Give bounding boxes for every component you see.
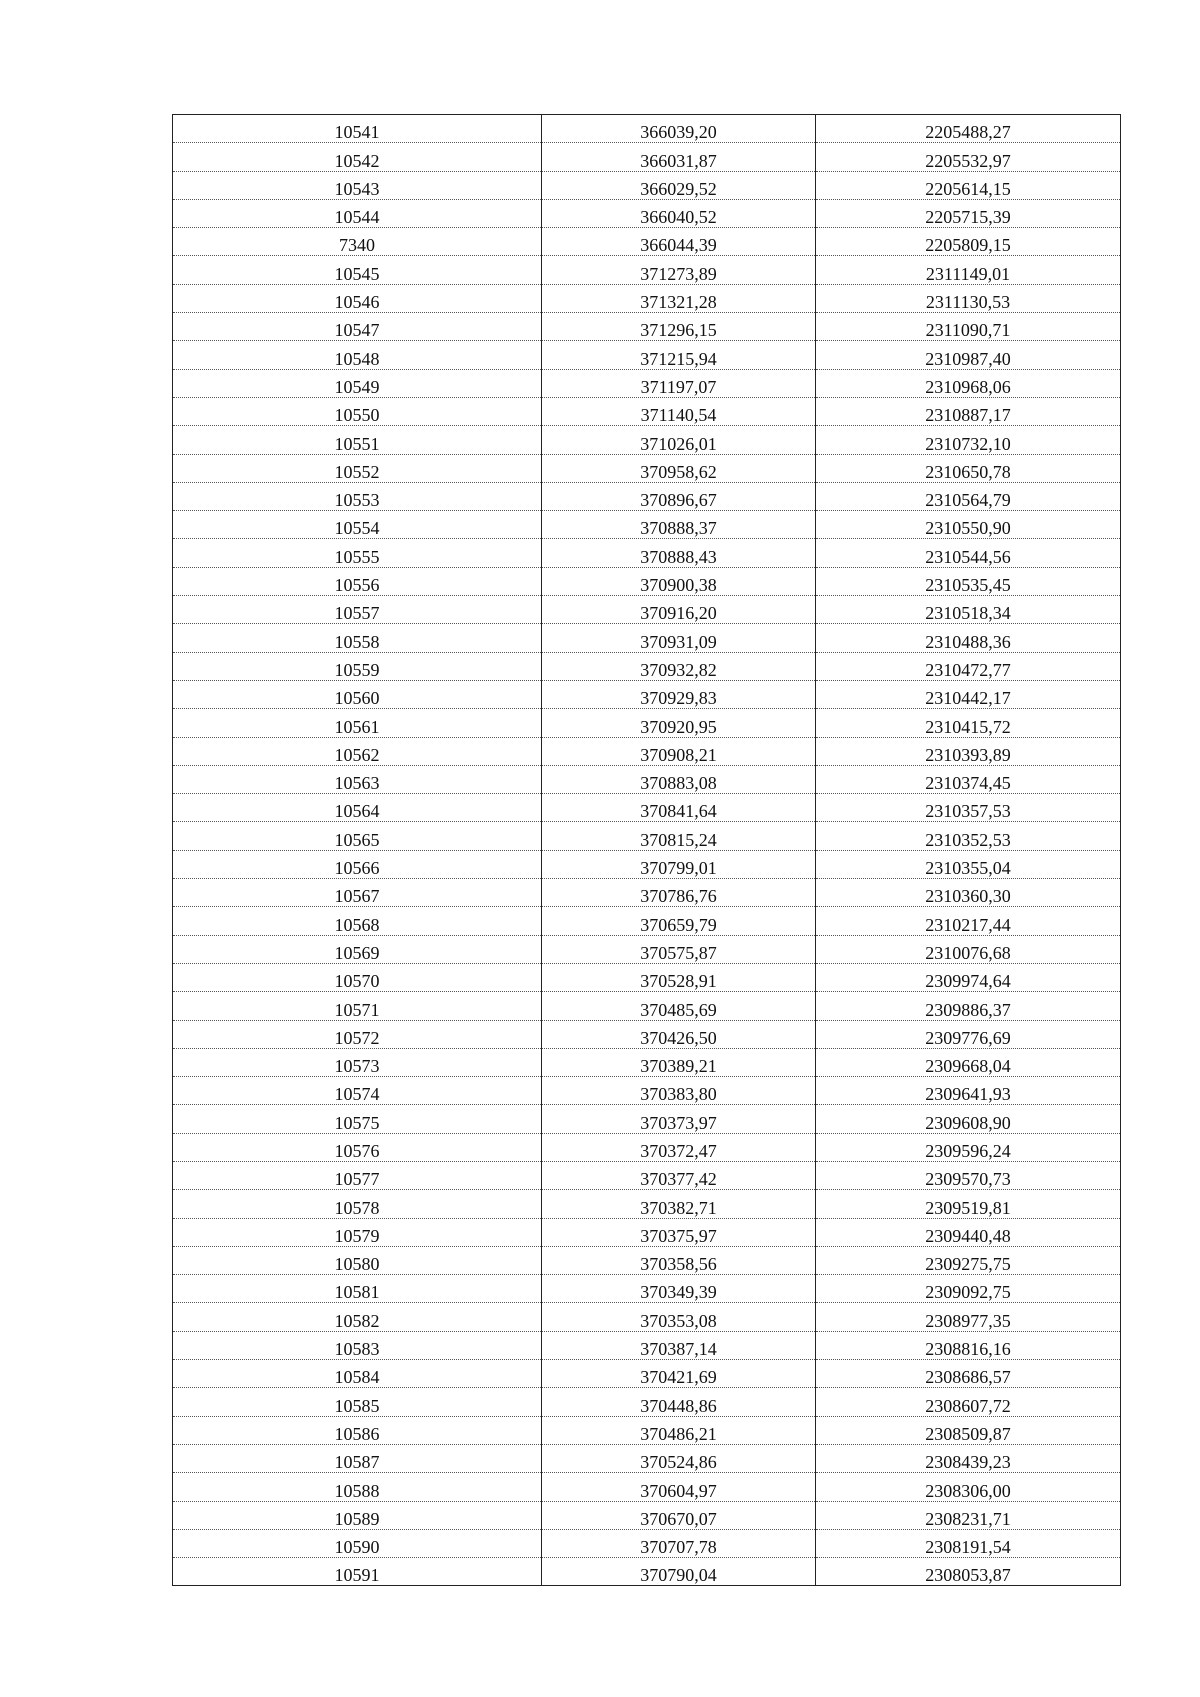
x-coordinate-cell: 370372,47	[542, 1133, 816, 1161]
y-coordinate-cell: 2308439,23	[816, 1444, 1121, 1472]
y-coordinate-cell: 2309608,90	[816, 1105, 1121, 1133]
y-coordinate-cell: 2309440,48	[816, 1218, 1121, 1246]
x-coordinate-cell: 371321,28	[542, 284, 816, 312]
x-coordinate-cell: 370659,79	[542, 907, 816, 935]
x-coordinate-cell: 370916,20	[542, 596, 816, 624]
point-number-cell: 10545	[173, 256, 542, 284]
table-row	[173, 143, 1121, 171]
point-number-cell: 7340	[173, 228, 542, 256]
point-number-cell: 10570	[173, 963, 542, 991]
y-coordinate-cell: 2309974,64	[816, 963, 1121, 991]
y-coordinate-cell: 2310488,36	[816, 624, 1121, 652]
x-coordinate-cell: 370900,38	[542, 567, 816, 595]
point-number-cell: 10573	[173, 1048, 542, 1076]
table-row	[173, 680, 1121, 708]
point-number-cell: 10563	[173, 765, 542, 793]
x-coordinate-cell: 370486,21	[542, 1416, 816, 1444]
x-coordinate-cell: 370373,97	[542, 1105, 816, 1133]
y-coordinate-cell: 2308306,00	[816, 1473, 1121, 1501]
point-number-cell: 10568	[173, 907, 542, 935]
table-row	[173, 822, 1121, 850]
x-coordinate-cell: 370799,01	[542, 850, 816, 878]
point-number-cell: 10578	[173, 1190, 542, 1218]
coordinates-table	[172, 114, 1121, 1586]
x-coordinate-cell: 370575,87	[542, 935, 816, 963]
table-row	[173, 1077, 1121, 1105]
point-number-cell: 10550	[173, 397, 542, 425]
table-row	[173, 1246, 1121, 1274]
x-coordinate-cell: 370389,21	[542, 1048, 816, 1076]
point-number-cell: 10574	[173, 1077, 542, 1105]
table-row	[173, 199, 1121, 227]
table-row	[173, 369, 1121, 397]
point-number-cell: 10577	[173, 1161, 542, 1189]
y-coordinate-cell: 2310650,78	[816, 454, 1121, 482]
x-coordinate-cell: 370815,24	[542, 822, 816, 850]
y-coordinate-cell: 2310360,30	[816, 879, 1121, 907]
x-coordinate-cell: 366040,52	[542, 199, 816, 227]
x-coordinate-cell: 370932,82	[542, 652, 816, 680]
y-coordinate-cell: 2205809,15	[816, 228, 1121, 256]
table-row	[173, 511, 1121, 539]
table-row	[173, 284, 1121, 312]
y-coordinate-cell: 2310076,68	[816, 935, 1121, 963]
table-row	[173, 1190, 1121, 1218]
table-row	[173, 765, 1121, 793]
table-row	[173, 652, 1121, 680]
table-row	[173, 596, 1121, 624]
point-number-cell: 10566	[173, 850, 542, 878]
point-number-cell: 10564	[173, 794, 542, 822]
y-coordinate-cell: 2309668,04	[816, 1048, 1121, 1076]
table-row	[173, 1444, 1121, 1472]
point-number-cell: 10567	[173, 879, 542, 907]
x-coordinate-cell: 370888,37	[542, 511, 816, 539]
table-row	[173, 171, 1121, 199]
x-coordinate-cell: 370707,78	[542, 1529, 816, 1557]
y-coordinate-cell: 2309886,37	[816, 992, 1121, 1020]
y-coordinate-cell: 2310217,44	[816, 907, 1121, 935]
table-row	[173, 454, 1121, 482]
point-number-cell: 10547	[173, 313, 542, 341]
table-row	[173, 879, 1121, 907]
x-coordinate-cell: 366031,87	[542, 143, 816, 171]
point-number-cell: 10569	[173, 935, 542, 963]
x-coordinate-cell: 370883,08	[542, 765, 816, 793]
point-number-cell: 10576	[173, 1133, 542, 1161]
y-coordinate-cell: 2310987,40	[816, 341, 1121, 369]
y-coordinate-cell: 2310550,90	[816, 511, 1121, 539]
table-row	[173, 482, 1121, 510]
table-row	[173, 228, 1121, 256]
point-number-cell: 10558	[173, 624, 542, 652]
x-coordinate-cell: 370353,08	[542, 1303, 816, 1331]
y-coordinate-cell: 2311090,71	[816, 313, 1121, 341]
x-coordinate-cell: 370604,97	[542, 1473, 816, 1501]
x-coordinate-cell: 370908,21	[542, 737, 816, 765]
point-number-cell: 10543	[173, 171, 542, 199]
x-coordinate-cell: 370931,09	[542, 624, 816, 652]
y-coordinate-cell: 2310415,72	[816, 709, 1121, 737]
y-coordinate-cell: 2309641,93	[816, 1077, 1121, 1105]
point-number-cell: 10559	[173, 652, 542, 680]
x-coordinate-cell: 371215,94	[542, 341, 816, 369]
x-coordinate-cell: 371197,07	[542, 369, 816, 397]
table-row	[173, 1105, 1121, 1133]
y-coordinate-cell: 2310544,56	[816, 539, 1121, 567]
y-coordinate-cell: 2309519,81	[816, 1190, 1121, 1218]
x-coordinate-cell: 370929,83	[542, 680, 816, 708]
table-row	[173, 709, 1121, 737]
table-row	[173, 1473, 1121, 1501]
point-number-cell: 10582	[173, 1303, 542, 1331]
y-coordinate-cell: 2309776,69	[816, 1020, 1121, 1048]
y-coordinate-cell: 2308509,87	[816, 1416, 1121, 1444]
x-coordinate-cell: 370382,71	[542, 1190, 816, 1218]
table-row	[173, 624, 1121, 652]
y-coordinate-cell: 2205614,15	[816, 171, 1121, 199]
x-coordinate-cell: 370896,67	[542, 482, 816, 510]
x-coordinate-cell: 371140,54	[542, 397, 816, 425]
point-number-cell: 10588	[173, 1473, 542, 1501]
x-coordinate-cell: 370670,07	[542, 1501, 816, 1529]
y-coordinate-cell: 2310535,45	[816, 567, 1121, 595]
y-coordinate-cell: 2309570,73	[816, 1161, 1121, 1189]
point-number-cell: 10572	[173, 1020, 542, 1048]
y-coordinate-cell: 2310352,53	[816, 822, 1121, 850]
x-coordinate-cell: 371026,01	[542, 426, 816, 454]
y-coordinate-cell: 2308231,71	[816, 1501, 1121, 1529]
point-number-cell: 10575	[173, 1105, 542, 1133]
table-row	[173, 313, 1121, 341]
y-coordinate-cell: 2308816,16	[816, 1331, 1121, 1359]
x-coordinate-cell: 366044,39	[542, 228, 816, 256]
y-coordinate-cell: 2310564,79	[816, 482, 1121, 510]
table-row	[173, 737, 1121, 765]
x-coordinate-cell: 370841,64	[542, 794, 816, 822]
point-number-cell: 10591	[173, 1558, 542, 1586]
y-coordinate-cell: 2310518,34	[816, 596, 1121, 624]
table-row	[173, 1218, 1121, 1246]
table-row	[173, 1133, 1121, 1161]
y-coordinate-cell: 2310968,06	[816, 369, 1121, 397]
coordinates-table-body	[173, 115, 1121, 1586]
point-number-cell: 10586	[173, 1416, 542, 1444]
point-number-cell: 10552	[173, 454, 542, 482]
y-coordinate-cell: 2311130,53	[816, 284, 1121, 312]
point-number-cell: 10554	[173, 511, 542, 539]
table-row	[173, 1501, 1121, 1529]
table-row	[173, 935, 1121, 963]
table-row	[173, 341, 1121, 369]
x-coordinate-cell: 370485,69	[542, 992, 816, 1020]
point-number-cell: 10555	[173, 539, 542, 567]
table-row	[173, 850, 1121, 878]
table-row	[173, 115, 1121, 143]
table-row	[173, 794, 1121, 822]
y-coordinate-cell: 2308191,54	[816, 1529, 1121, 1557]
y-coordinate-cell: 2205715,39	[816, 199, 1121, 227]
y-coordinate-cell: 2310393,89	[816, 737, 1121, 765]
point-number-cell: 10551	[173, 426, 542, 454]
x-coordinate-cell: 370358,56	[542, 1246, 816, 1274]
x-coordinate-cell: 370448,86	[542, 1388, 816, 1416]
point-number-cell: 10556	[173, 567, 542, 595]
table-row	[173, 992, 1121, 1020]
y-coordinate-cell: 2310442,17	[816, 680, 1121, 708]
point-number-cell: 10557	[173, 596, 542, 624]
table-row	[173, 539, 1121, 567]
point-number-cell: 10584	[173, 1360, 542, 1388]
point-number-cell: 10565	[173, 822, 542, 850]
table-row	[173, 1275, 1121, 1303]
point-number-cell: 10585	[173, 1388, 542, 1416]
point-number-cell: 10541	[173, 115, 542, 143]
table-row	[173, 1048, 1121, 1076]
point-number-cell: 10583	[173, 1331, 542, 1359]
y-coordinate-cell: 2308977,35	[816, 1303, 1121, 1331]
y-coordinate-cell: 2310374,45	[816, 765, 1121, 793]
y-coordinate-cell: 2310355,04	[816, 850, 1121, 878]
point-number-cell: 10581	[173, 1275, 542, 1303]
point-number-cell: 10571	[173, 992, 542, 1020]
point-number-cell: 10579	[173, 1218, 542, 1246]
y-coordinate-cell: 2308686,57	[816, 1360, 1121, 1388]
x-coordinate-cell: 371296,15	[542, 313, 816, 341]
y-coordinate-cell: 2308607,72	[816, 1388, 1121, 1416]
table-row	[173, 426, 1121, 454]
y-coordinate-cell: 2309596,24	[816, 1133, 1121, 1161]
point-number-cell: 10561	[173, 709, 542, 737]
table-row	[173, 1416, 1121, 1444]
table-row	[173, 1303, 1121, 1331]
table-row	[173, 963, 1121, 991]
y-coordinate-cell: 2308053,87	[816, 1558, 1121, 1586]
x-coordinate-cell: 370426,50	[542, 1020, 816, 1048]
table-row	[173, 1529, 1121, 1557]
y-coordinate-cell: 2310887,17	[816, 397, 1121, 425]
x-coordinate-cell: 366029,52	[542, 171, 816, 199]
y-coordinate-cell: 2309092,75	[816, 1275, 1121, 1303]
point-number-cell: 10542	[173, 143, 542, 171]
table-row	[173, 1558, 1121, 1586]
x-coordinate-cell: 370920,95	[542, 709, 816, 737]
point-number-cell: 10560	[173, 680, 542, 708]
y-coordinate-cell: 2310357,53	[816, 794, 1121, 822]
table-row	[173, 567, 1121, 595]
x-coordinate-cell: 370387,14	[542, 1331, 816, 1359]
table-row	[173, 397, 1121, 425]
table-row	[173, 1020, 1121, 1048]
x-coordinate-cell: 366039,20	[542, 115, 816, 143]
x-coordinate-cell: 370421,69	[542, 1360, 816, 1388]
y-coordinate-cell: 2311149,01	[816, 256, 1121, 284]
x-coordinate-cell: 370790,04	[542, 1558, 816, 1586]
x-coordinate-cell: 370888,43	[542, 539, 816, 567]
table-row	[173, 907, 1121, 935]
x-coordinate-cell: 370786,76	[542, 879, 816, 907]
point-number-cell: 10580	[173, 1246, 542, 1274]
point-number-cell: 10544	[173, 199, 542, 227]
x-coordinate-cell: 370377,42	[542, 1161, 816, 1189]
table-row	[173, 1388, 1121, 1416]
x-coordinate-cell: 370349,39	[542, 1275, 816, 1303]
point-number-cell: 10590	[173, 1529, 542, 1557]
y-coordinate-cell: 2310732,10	[816, 426, 1121, 454]
table-row	[173, 1331, 1121, 1359]
y-coordinate-cell: 2309275,75	[816, 1246, 1121, 1274]
x-coordinate-cell: 370528,91	[542, 963, 816, 991]
table-row	[173, 1161, 1121, 1189]
y-coordinate-cell: 2205532,97	[816, 143, 1121, 171]
x-coordinate-cell: 370958,62	[542, 454, 816, 482]
point-number-cell: 10549	[173, 369, 542, 397]
table-row	[173, 256, 1121, 284]
x-coordinate-cell: 370375,97	[542, 1218, 816, 1246]
x-coordinate-cell: 370524,86	[542, 1444, 816, 1472]
y-coordinate-cell: 2205488,27	[816, 115, 1121, 143]
x-coordinate-cell: 370383,80	[542, 1077, 816, 1105]
y-coordinate-cell: 2310472,77	[816, 652, 1121, 680]
table-row	[173, 1360, 1121, 1388]
point-number-cell: 10553	[173, 482, 542, 510]
x-coordinate-cell: 371273,89	[542, 256, 816, 284]
point-number-cell: 10546	[173, 284, 542, 312]
point-number-cell: 10589	[173, 1501, 542, 1529]
point-number-cell: 10562	[173, 737, 542, 765]
point-number-cell: 10587	[173, 1444, 542, 1472]
point-number-cell: 10548	[173, 341, 542, 369]
